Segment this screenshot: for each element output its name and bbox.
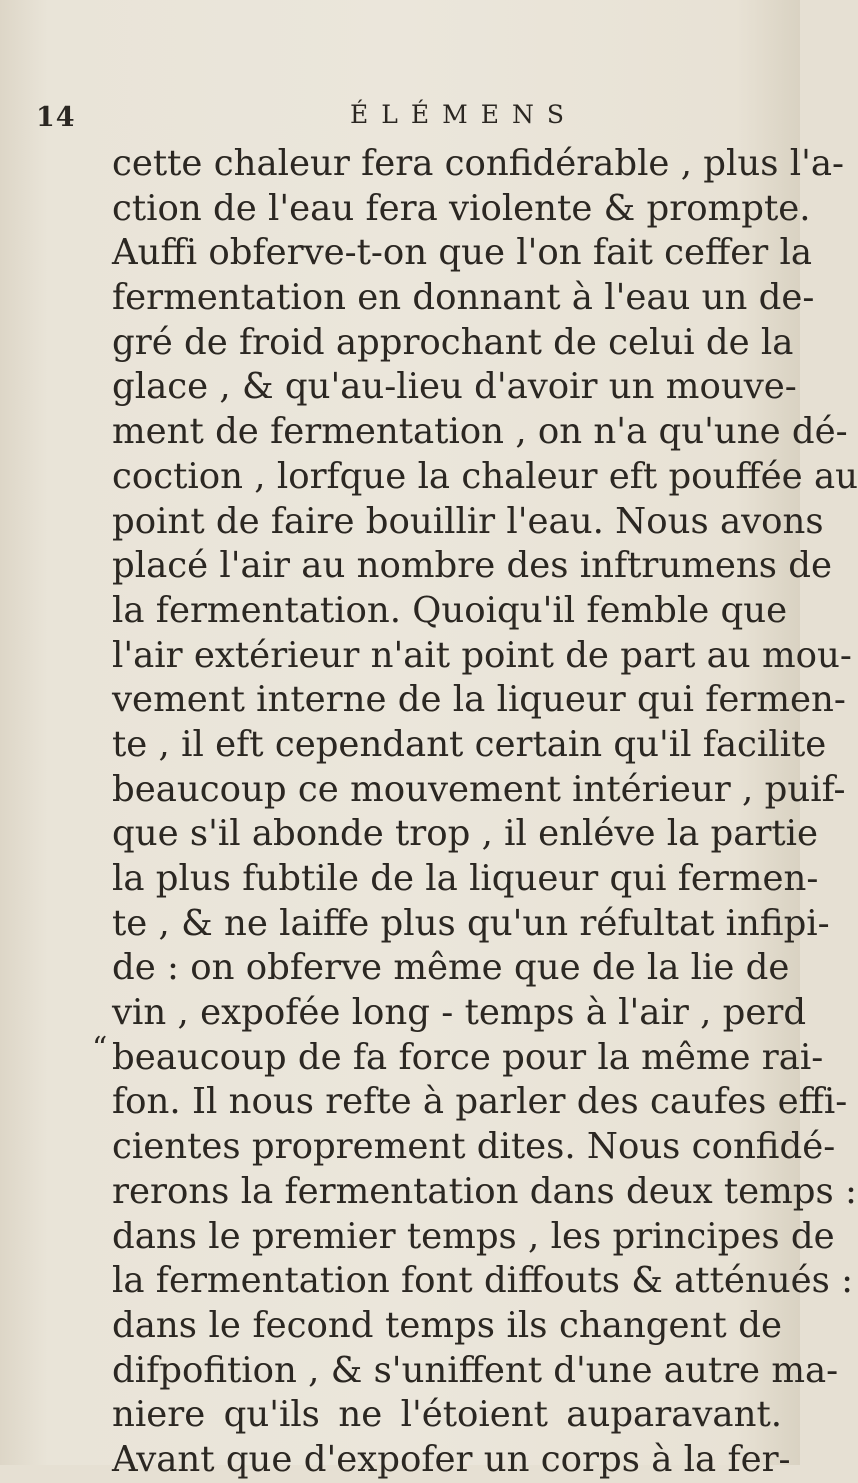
text-line: dans le fecond temps ils changent de xyxy=(112,1304,782,1346)
text-line: vement interne de la liqueur qui fermen- xyxy=(112,679,846,721)
text-line: vin , expofée long - temps à l'air , perd xyxy=(112,992,807,1034)
text-line: de : on obferve même que de la lie de xyxy=(112,947,790,989)
text-line: glace , & qu'au-lieu d'avoir un mouve- xyxy=(112,366,797,408)
running-title: ÉLÉMENS xyxy=(350,100,577,129)
text-line: fon. Il nous refte à parler des caufes effi- xyxy=(112,1081,848,1123)
text-line: Avant que d'expofer un corps à la fer- xyxy=(112,1438,791,1480)
text-line: cette chaleur fera confidérable , plus l'a- xyxy=(112,143,844,184)
text-line: fermentation en donnant à l'eau un de- xyxy=(112,277,815,319)
body-text xyxy=(112,142,858,1483)
text-line: dans le premier temps , les principes de xyxy=(112,1215,835,1257)
text-line: difpofition , & s'uniffent d'une autre ma- xyxy=(112,1349,839,1391)
text-line: que s'il abonde trop , il enléve la partie xyxy=(112,813,819,855)
text-line: la plus fubtile de la liqueur qui fermen- xyxy=(112,858,819,899)
text-line: point de faire bouillir l'eau. Nous avons xyxy=(112,500,824,542)
page-header xyxy=(0,100,800,136)
text-line: Auffi obferve-t-on que l'on fait ceffer la xyxy=(112,232,813,274)
text-line: la fermentation. Quoiqu'il femble que xyxy=(112,589,788,631)
text-line: te , & ne laiffe plus qu'un réfultat infipi- xyxy=(112,902,830,944)
margin-quote-mark: “ xyxy=(92,1031,108,1066)
text-line: ment de fermentation , on n'a qu'une dé- xyxy=(112,411,848,453)
text-line: ction de l'eau fera violente & prompte. xyxy=(112,187,811,229)
text-line: beaucoup ce mouvement intérieur , puif- xyxy=(112,768,846,810)
page-number: 14 xyxy=(36,102,76,133)
text-line: la fermentation font diffouts & atténués : xyxy=(112,1260,854,1302)
text-line: l'air extérieur n'ait point de part au mou- xyxy=(112,634,852,676)
text-line: gré de froid approchant de celui de la xyxy=(112,321,794,363)
text-line: niere qu'ils ne l'étoient auparavant. xyxy=(112,1394,782,1436)
text-line: cientes proprement dites. Nous confidé- xyxy=(112,1126,836,1168)
text-line: placé l'air au nombre des inftrumens de xyxy=(112,545,832,587)
text-line: te , il eft cependant certain qu'il facilite xyxy=(112,723,827,765)
text-line: beaucoup de fa force pour la même rai- xyxy=(112,1036,824,1078)
text-line: coction , lorfque la chaleur eft pouffée au xyxy=(112,455,858,497)
text-line: rerons la fermentation dans deux temps : xyxy=(112,1170,857,1212)
